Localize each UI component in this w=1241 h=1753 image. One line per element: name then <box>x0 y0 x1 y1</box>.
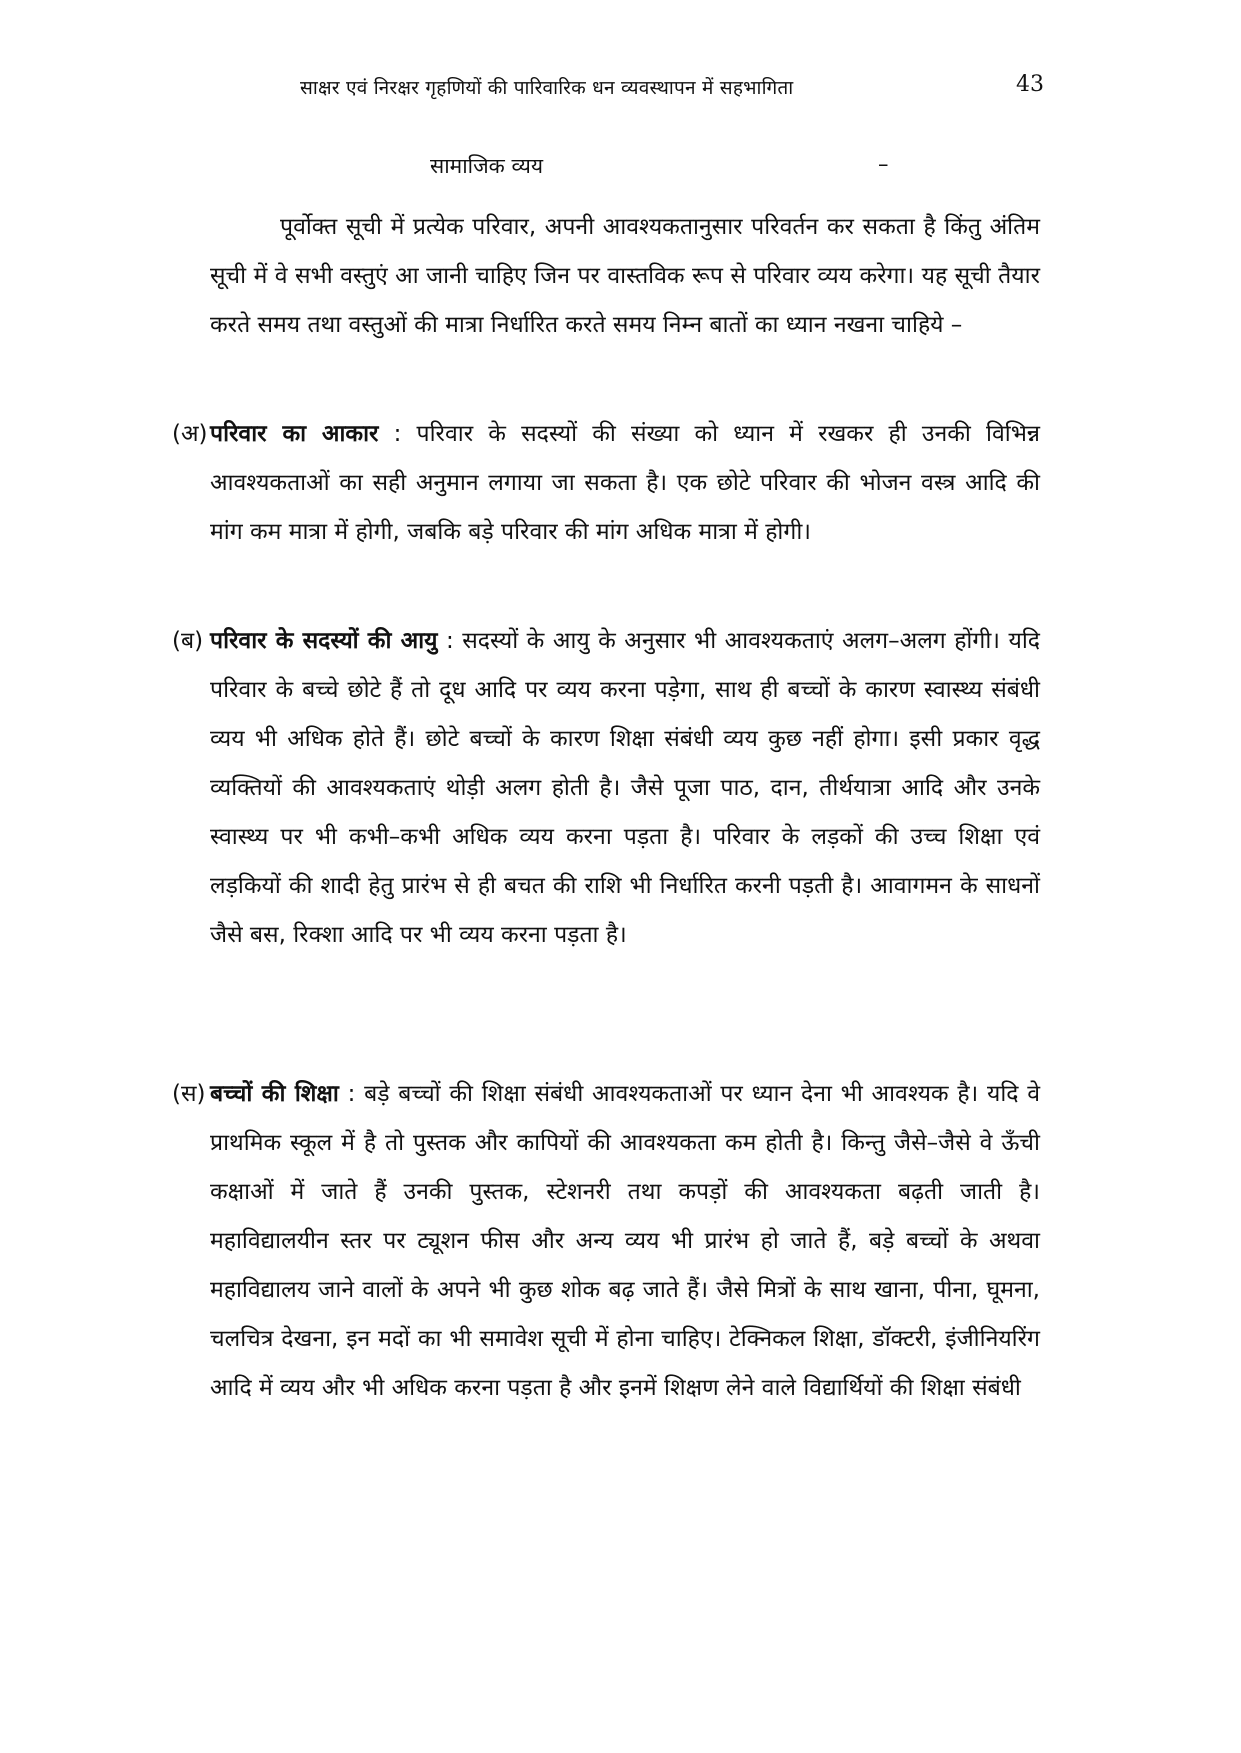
item-text: परिवार के सदस्यों की संख्या को ध्यान में रखकर ही उनकी विभिन्न आवश्यकताओं का सही अनुमान लगाया जा सकता है। एक छोटे परिवार की भोजन वस्त्र आदि की मांग कम मात्रा में होगी, जबकि बड़े परिवार की मांग अधिक मात्रा में होगी। <box>210 421 1041 545</box>
item-text: बड़े बच्चों की शिक्षा संबंधी आवश्यकताओं पर ध्यान देना भी आवश्यक है। यदि वे प्राथमिक स्कूल में है तो पुस्तक और कापियों की आवश्यकता कम होती है। किन्तु जैसे–जैसे वे ऊँची कक्षाओं में जाते हैं उनकी पुस्तक, स्टेशनरी तथा कपड़ों की आवश्यकता बढ़ती जाती है। महाविद्यालयीन स्तर पर ट्यूशन फीस और अन्य व्यय भी प्रारंभ हो जाते हैं, बड़े बच्चों के अथवा महाविद्यालय जाने वालों के अपने भी कुछ शोक बढ़ जाते हैं। जैसे मित्रों के साथ खाना, पीना, घूमना, चलचित्र देखना, इन मदों का भी समावेश सूची में होना चाहिए। टेक्निकल शिक्षा, डॉक्टरी, इंजीनियरिंग आदि में व्यय और भी अधिक करना पड़ता है और इनमें शिक्षण लेने वाले विद्यार्थियों की शिक्षा संबंधी <box>210 1081 1041 1401</box>
section-subheading <box>430 152 900 180</box>
running-header-title: साक्षर एवं निरक्षर गृहणियों की पारिवारिक धन व्यवस्थापन में सहभागिता <box>300 77 794 99</box>
item-separator: : <box>437 628 463 654</box>
list-item-children-education <box>172 1070 1040 1413</box>
item-content <box>210 1070 1040 1413</box>
item-term: परिवार का आकार <box>210 421 379 447</box>
item-term: परिवार के सदस्यों की आयु <box>210 628 438 654</box>
subheading-dash: – <box>878 152 889 176</box>
item-content <box>210 617 1040 960</box>
subheading-label: सामाजिक व्यय <box>430 154 543 178</box>
page-number: 43 <box>1016 72 1044 97</box>
item-text: सदस्यों के आयु के अनुसार भी आवश्यकताएं अलग–अलग होंगी। यदि परिवार के बच्चे छोटे हैं तो दूध आदि पर व्यय करना पड़ेगा, साथ ही बच्चों के कारण स्वास्थ्य संबंधी व्यय भी अधिक होते हैं। छोटे बच्चों के कारण शिक्षा संबंधी व्यय कुछ नहीं होगा। इसी प्रकार वृद्ध व्यक्तियों की आवश्यकताएं थोड़ी अलग होती है। जैसे पूजा पाठ, दान, तीर्थयात्रा आदि और उनके स्वास्थ्य पर भी कभी–कभी अधिक व्यय करना पड़ता है। परिवार के लड़कों की उच्च शिक्षा एवं लड़कियों की शादी हेतु प्रारंभ से ही बचत की राशि भी निर्धारित करनी पड़ती है। आवागमन के साधनों जैसे बस, रिक्शा आदि पर भी व्यय करना पड़ता है। <box>210 628 1041 948</box>
item-marker: (ब) <box>172 628 204 654</box>
item-marker: (अ) <box>172 421 208 447</box>
item-content <box>210 410 1040 557</box>
intro-paragraph: पूर्वोक्त सूची में प्रत्येक परिवार, अपनी आवश्यकतानुसार परिवर्तन कर सकता है किंतु अंतिम सूची में वे सभी वस्तुएं आ जानी चाहिए जिन पर वास्तविक रूप से परिवार व्यय करेगा। यह सूची तैयार करते समय तथा वस्तुओं की मात्रा निर्धारित करते समय निम्न बातों का ध्यान नखना चाहिये – <box>210 214 1040 338</box>
item-separator: : <box>338 1081 365 1107</box>
item-marker: (स) <box>172 1081 206 1107</box>
item-separator: : <box>378 421 417 447</box>
list-item-member-age <box>172 617 1040 960</box>
item-term: बच्चों की शिक्षा <box>210 1081 339 1107</box>
list-item-family-size <box>172 410 1040 557</box>
